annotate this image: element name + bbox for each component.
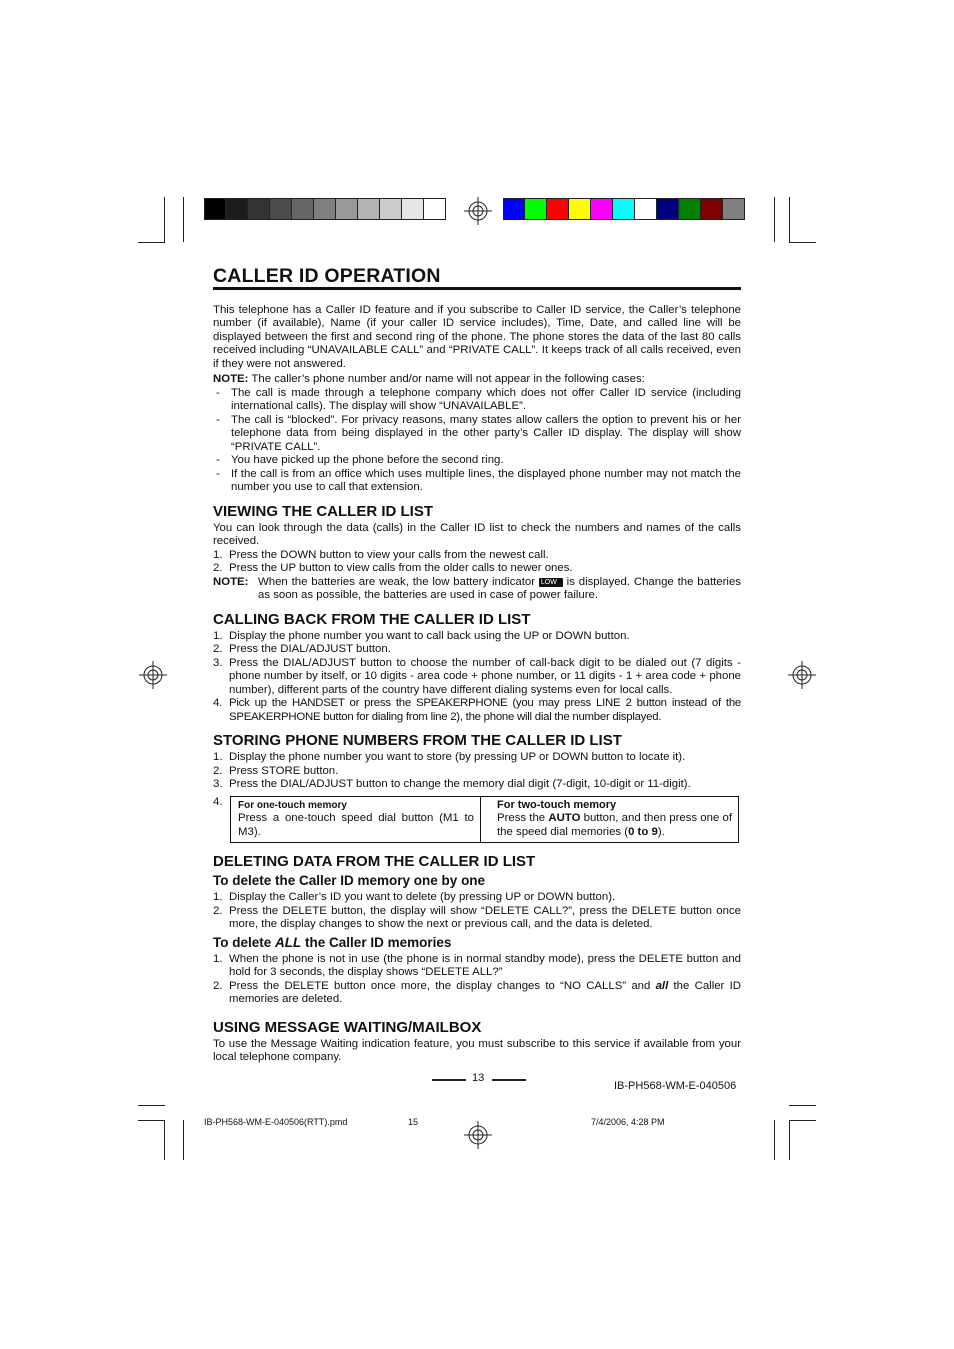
page-title: CALLER ID OPERATION — [213, 270, 741, 290]
slug-file-name: IB-PH568-WM-E-040506(RTT).pmd — [204, 1117, 348, 1127]
color-swatch — [679, 198, 701, 220]
slug-page-number: 15 — [408, 1117, 419, 1127]
storing-steps — [213, 751, 741, 792]
grayscale-color-bar — [204, 198, 446, 220]
viewing-steps — [213, 549, 741, 576]
color-swatch — [424, 198, 446, 220]
color-swatch — [270, 198, 292, 220]
two-touch-text: Press the AUTO button, and then press one of the speed dial memories (0 to 9). — [497, 812, 732, 838]
viewing-paragraph: You can look through the data (calls) in the Caller ID list to check the numbers and names of the calls received. — [213, 521, 741, 547]
registration-target-icon — [464, 1121, 492, 1149]
note-label: NOTE: — [213, 373, 249, 385]
manual-page-content — [213, 265, 741, 1065]
list-item: - You have picked up the phone before the second ring. — [213, 454, 741, 468]
list-item: - The call is “blocked”. For privacy reasons, many states allow callers the option to prevent his or her telephone data from being displayed in the other party’s Caller ID display. The display will show “PRIVATE CALL”. — [213, 414, 741, 455]
color-swatch — [292, 198, 314, 220]
color-swatch — [204, 198, 226, 220]
list-item: 2. Press the UP button to view calls from the older calls to newer ones. — [213, 562, 573, 574]
note-case-list — [213, 387, 741, 495]
color-swatch — [336, 198, 358, 220]
color-swatch — [226, 198, 248, 220]
list-item: 2. Press the DELETE button, the display will show “DELETE CALL?”, press the DELETE button once more, the display changes to show the next or previous call, and the data is deleted. — [213, 904, 741, 930]
registration-target-icon — [464, 197, 492, 225]
list-item: 2. Press STORE button. — [213, 764, 339, 777]
storing-step-4: 4. For one-touch memory Press a one-touch speed dial button (M1 to M3). For two-touch memory Press the AUTO button, and then press one of the speed dial memories (0 to 9). — [213, 796, 741, 844]
note-low-battery: NOTE: When the batteries are weak, the low battery indicator LOW is displayed. Change the batteries as soon as possible, the batteries are used in case of power failure. — [213, 575, 741, 601]
intro-paragraph: This telephone has a Caller ID feature and if you subscribe to Caller ID service, the Caller’s telephone number (if available), Name (if your caller ID service includes), Time, Date, and called line will be displayed between the first and second ring of the phone. The phone stores the data of the last 80 calls received including “UNAVAILABLE CALL” and “PRIVATE CALL”. It keeps track of all calls received, even if they were not answered. — [213, 303, 741, 370]
registration-target-icon — [788, 661, 816, 689]
calling-steps — [213, 630, 741, 725]
list-item: 1. Press the DOWN button to view your calls from the newest call. — [213, 548, 549, 561]
memory-table — [230, 796, 739, 844]
document-code: IB-PH568-WM-E-040506 — [614, 1080, 737, 1092]
note-caller-id — [213, 373, 741, 387]
color-swatch — [657, 198, 679, 220]
page-number: 13 — [472, 1072, 485, 1084]
color-swatch — [525, 198, 547, 220]
color-swatch — [723, 198, 745, 220]
one-touch-text: Press a one-touch speed dial button (M1 to M3). — [238, 812, 474, 838]
registration-target-icon — [139, 661, 167, 689]
list-item: 3. Press the DIAL/ADJUST button to change the memory dial digit (7-digit, 10-digit or 11-digit). — [213, 778, 691, 790]
subheading-delete-one: To delete the Caller ID memory one by one — [213, 873, 486, 888]
delete-all-steps — [213, 953, 741, 1007]
low-battery-icon: LOW — [539, 578, 563, 587]
slug-date: 7/4/2006, 4:28 PM — [591, 1117, 665, 1127]
list-item: 1. Display the phone number you want to call back using the UP or DOWN button. — [213, 629, 630, 642]
color-swatch — [635, 198, 657, 220]
section-heading-viewing: VIEWING THE CALLER ID LIST — [213, 502, 433, 520]
list-item: 1. Display the Caller’s ID you want to delete (by pressing UP or DOWN button). — [213, 891, 616, 903]
list-item: - The call is made through a telephone company which does not offer Caller ID service (including international calls). The display will show “UNAVAILABLE”. — [213, 387, 741, 414]
section-heading-calling: CALLING BACK FROM THE CALLER ID LIST — [213, 610, 531, 628]
color-swatch — [569, 198, 591, 220]
two-touch-heading: For two-touch memory — [497, 798, 617, 811]
color-swatch — [547, 198, 569, 220]
subheading-delete-all: To delete ALL the Caller ID memories — [213, 934, 452, 950]
list-item: 2. Press the DELETE button once more, the display changes to “NO CALLS” and all the Caller ID memories are deleted. — [213, 979, 741, 1005]
list-item: 1. When the phone is not in use (the phone is in normal standby mode), press the DELETE button and hold for 3 seconds, the display shows “DELETE ALL?” — [213, 952, 741, 978]
section-heading-mailbox: USING MESSAGE WAITING/MAILBOX — [213, 1018, 482, 1036]
section-heading-storing: STORING PHONE NUMBERS FROM THE CALLER ID LIST — [213, 732, 622, 749]
process-color-bar — [503, 198, 745, 220]
one-touch-heading: For one-touch memory — [238, 799, 347, 811]
color-swatch — [402, 198, 424, 220]
color-swatch — [380, 198, 402, 220]
mailbox-paragraph: To use the Message Waiting indication feature, you must subscribe to this service if available from your local telephone company. — [213, 1037, 741, 1063]
list-item: 3. Press the DIAL/ADJUST button to choose the number of call-back digit to be dialed out (7 digits - phone number by itself, or 10 digits - area code + phone number, or 11 digits - 1 + area code + phone number), different parts of the country have different dialing systems even for local calls. — [213, 656, 741, 696]
color-swatch — [701, 198, 723, 220]
note-text: The caller’s phone number and/or name will not appear in the following cases: — [251, 373, 645, 385]
list-item: 2. Press the DIAL/ADJUST button. — [213, 643, 391, 655]
color-swatch — [358, 198, 380, 220]
color-swatch — [503, 198, 525, 220]
color-swatch — [613, 198, 635, 220]
delete-one-steps — [213, 891, 741, 932]
section-heading-deleting: DELETING DATA FROM THE CALLER ID LIST — [213, 853, 536, 870]
one-touch-cell — [231, 797, 481, 843]
color-swatch — [314, 198, 336, 220]
two-touch-cell — [481, 797, 738, 843]
list-item: 1. Display the phone number you want to store (by pressing UP or DOWN button to locate it). — [213, 751, 686, 763]
list-item: 4. Pick up the HANDSET or press the SPEAKERPHONE (you may press LINE 2 button instead of the SPEAKERPHONE button for dialing from line 2), the phone will dial the number displayed. — [213, 697, 741, 723]
list-item: - If the call is from an office which uses multiple lines, the displayed phone number may not match the number you use to call that extension. — [213, 468, 741, 495]
color-swatch — [248, 198, 270, 220]
color-swatch — [591, 198, 613, 220]
